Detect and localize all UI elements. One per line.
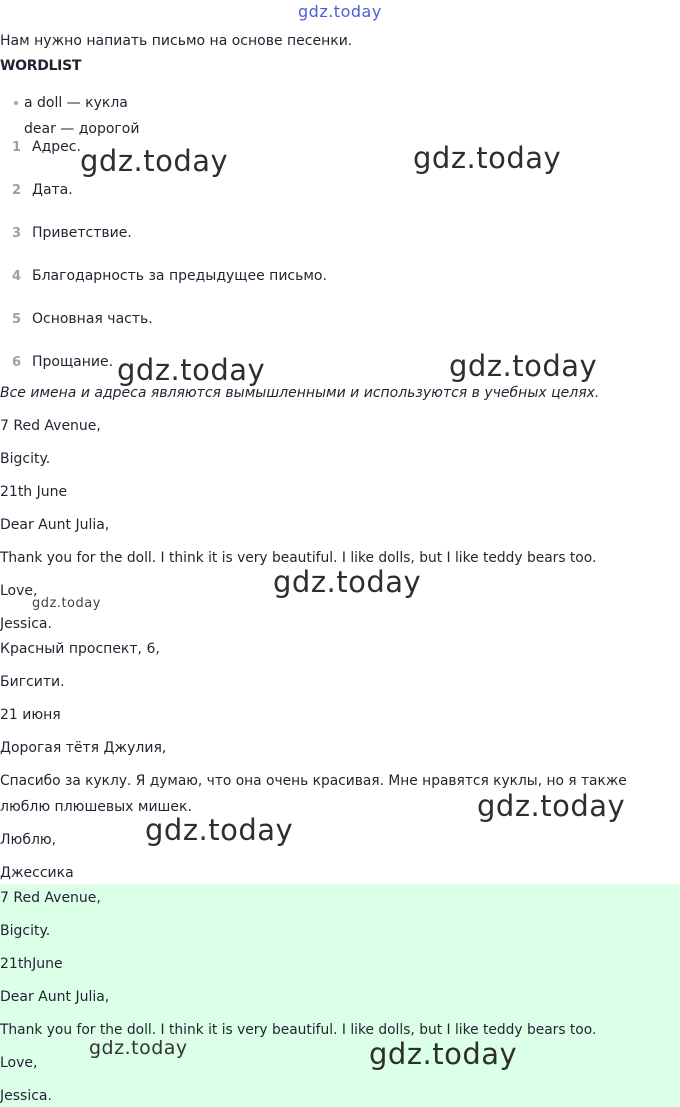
wordlist-item: a doll — кукла	[24, 95, 128, 111]
plan-item: Дата.	[32, 182, 73, 198]
watermark-small: gdz.today	[32, 596, 101, 611]
watermark-top: gdz.today	[298, 2, 382, 21]
watermark: gdz.today	[117, 353, 266, 387]
watermark: gdz.today	[369, 1037, 518, 1071]
watermark: gdz.today	[477, 789, 626, 823]
watermark: gdz.today	[449, 349, 598, 383]
letter-ru-signature: Джессика	[0, 865, 74, 881]
watermark: gdz.today	[80, 144, 229, 178]
plan-number: 4	[12, 269, 22, 284]
letter-en-address1: 7 Red Avenue,	[0, 418, 101, 434]
answer-body: Thank you for the doll. I think it is very beautiful. I like dolls, but I like teddy bears too.	[0, 1022, 597, 1038]
letter-ru-greeting: Дорогая тётя Джулия,	[0, 740, 167, 756]
disclaimer: Все имена и адреса являются вымышленными и используются в учебных целях.	[0, 385, 600, 401]
plan-number: 3	[12, 226, 22, 241]
plan-number: 5	[12, 312, 22, 327]
wordlist-item-clipped: dear — дорогой	[24, 121, 140, 137]
watermark: gdz.today	[413, 141, 562, 175]
letter-ru-body-line1: Спасибо за куклу. Я думаю, что она очень красивая. Мне нравятся куклы, но я также	[0, 773, 627, 789]
answer-signature: Jessica.	[0, 1088, 52, 1104]
answer-date: 21thJune	[0, 956, 63, 972]
letter-en-date: 21th June	[0, 484, 68, 500]
letter-ru-date: 21 июня	[0, 707, 61, 723]
plan-item: Благодарность за предыдущее письмо.	[32, 268, 327, 284]
letter-en-greeting: Dear Aunt Julia,	[0, 517, 110, 533]
letter-ru-address1: Красный проспект, 6,	[0, 641, 160, 657]
letter-en-body: Thank you for the doll. I think it is very beautiful. I like dolls, but I like teddy bears too.	[0, 550, 597, 566]
plan-number: 6	[12, 355, 22, 370]
watermark-medium: gdz.today	[89, 1037, 188, 1059]
watermark: gdz.today	[145, 813, 294, 847]
plan-item: Адрес.	[32, 139, 81, 155]
answer-address1: 7 Red Avenue,	[0, 890, 101, 906]
watermark: gdz.today	[273, 565, 422, 599]
plan-item: Прощание.	[32, 354, 114, 370]
plan-number: 1	[12, 140, 22, 155]
bullet-icon	[14, 101, 18, 105]
plan-number: 2	[12, 183, 22, 198]
intro-text: Нам нужно напиать письмо на основе песенки.	[0, 33, 353, 49]
letter-en-signature: Jessica.	[0, 616, 52, 632]
plan-item: Основная часть.	[32, 311, 153, 327]
letter-en-address2: Bigcity.	[0, 451, 51, 467]
letter-ru-closing: Люблю,	[0, 832, 57, 848]
answer-address2: Bigcity.	[0, 923, 51, 939]
plan-item: Приветствие.	[32, 225, 132, 241]
letter-ru-body-line2: люблю плюшевых мишек.	[0, 799, 192, 815]
answer-closing: Love,	[0, 1055, 38, 1071]
answer-greeting: Dear Aunt Julia,	[0, 989, 110, 1005]
wordlist-title: WORDLIST	[0, 58, 82, 74]
letter-ru-address2: Бигсити.	[0, 674, 65, 690]
letter-en-closing: Love,	[0, 583, 38, 599]
